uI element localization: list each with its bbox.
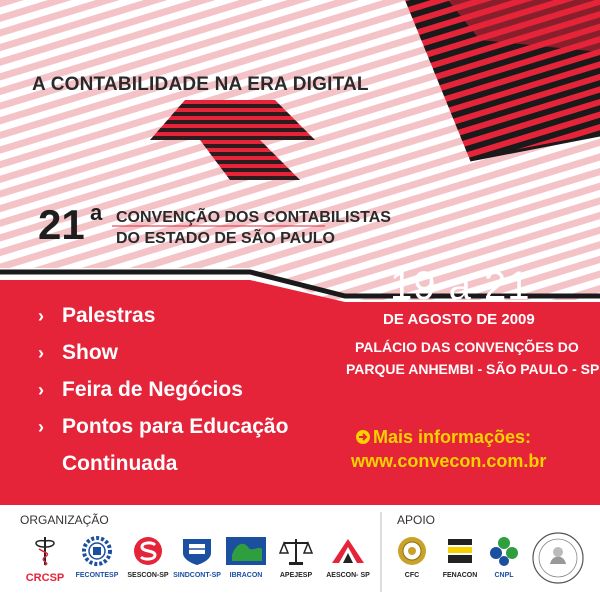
scales-icon: [276, 535, 316, 567]
highlight-item: › Show: [38, 337, 288, 374]
stacked-blocks-icon: [440, 535, 480, 567]
highlight-item-continuation: Continuada: [62, 452, 178, 475]
crcsp-logo: CRCSP: [20, 535, 70, 584]
highlight-item: › Feira de Negócios: [38, 374, 288, 411]
fecontesp-logo: FECONTESP: [72, 535, 122, 579]
aescon-sp-logo: AESCON- SP: [322, 535, 374, 579]
ibracon-logo: IBRACON: [222, 535, 270, 579]
sindcont-sp-logo: SINDCONT-SP: [173, 535, 221, 579]
triangle-a-icon: [328, 535, 368, 567]
seal-icon: [530, 530, 586, 586]
chevron-right-icon: ›: [38, 380, 44, 400]
apejesp-logo: APEJESP: [272, 535, 320, 579]
s-emblem-icon: [128, 535, 168, 567]
sun-emblem-icon: [392, 535, 432, 567]
chevron-right-icon: ›: [38, 417, 44, 437]
edition-number: 21: [38, 201, 85, 248]
highlights-list: [38, 300, 288, 485]
cfc-logo: CFC: [390, 535, 434, 579]
highlight-item: › Palestras: [38, 300, 288, 337]
edition-suffix: a: [90, 200, 103, 225]
convention-title-line2: DO ESTADO DE SÃO PAULO: [116, 230, 335, 247]
organization-label: ORGANIZAÇÃO: [20, 513, 109, 527]
event-dates: 19 a 21: [390, 264, 531, 308]
shield-icon: [177, 535, 217, 567]
website-link[interactable]: www.convecon.com.br: [351, 451, 547, 471]
chevron-right-icon: ›: [38, 343, 44, 363]
caduceus-icon: [25, 535, 65, 567]
fenacon-logo: FENACON: [438, 535, 482, 579]
event-month-year: DE AGOSTO DE 2009: [383, 311, 535, 328]
clover-icon: [486, 535, 522, 567]
cnpl-logo: CNPL: [484, 535, 524, 579]
support-label: APOIO: [397, 513, 436, 527]
globe-icon: [224, 535, 268, 567]
venue-line1: PALÁCIO DAS CONVENÇÕES DO: [355, 339, 579, 355]
arrow-right-circle-icon: [355, 429, 371, 445]
highlight-item: › Pontos para Educação: [38, 411, 288, 448]
more-info-label: Mais informações:: [373, 427, 532, 447]
chevron-right-icon: ›: [38, 306, 44, 326]
sescon-sp-logo: SESCON-SP: [124, 535, 172, 579]
venue-line2: PARQUE ANHEMBI - SÃO PAULO - SP: [346, 361, 600, 377]
seal-logo: [530, 530, 586, 591]
gear-icon: [77, 535, 117, 567]
tagline: A CONTABILIDADE NA ERA DIGITAL: [32, 74, 369, 95]
convention-title-line1: CONVENÇÃO DOS CONTABILISTAS: [116, 209, 391, 226]
